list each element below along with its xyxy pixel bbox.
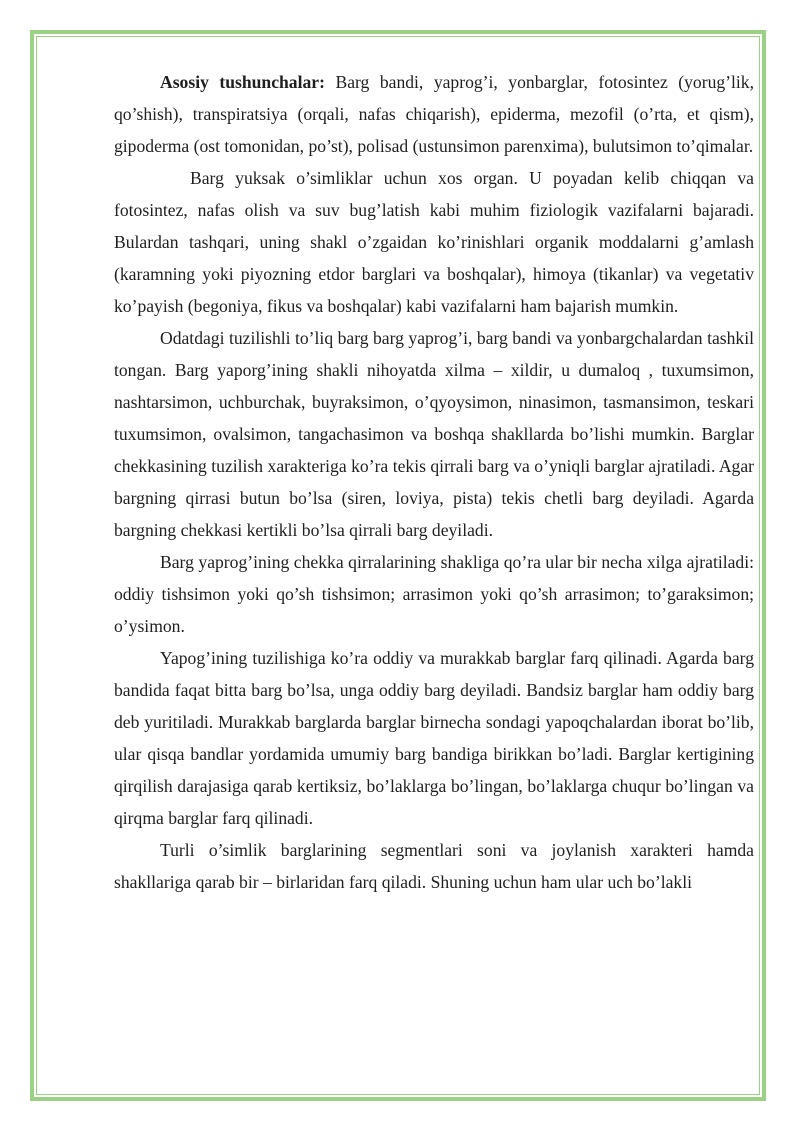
paragraph-simple-compound: Yapog’ining tuzilishiga ko’ra oddiy va murakkab barglar farq qilinadi. Agarda barg bandida faqat bitta barg bo’lsa, unga oddiy barg deyiladi. Bandsiz barglar ham oddiy barg deb yuritiladi. Murakkab barglarda barglar birnecha sondagi yapoqchalardan iborat bo’lib, ular qisqa bandlar yordamida umumiy barg bandiga birikkan bo’ladi. Barglar kertigining qirqilish darajasiga qarab kertiksiz, bo’laklarga bo’lingan, bo’laklarga chuqur bo’lingan va qirqma barglar farq qilinadi.	[114, 648, 754, 828]
paragraph-leaf-structure: Odatdagi tuzilishli to’liq barg barg yaprog’i, barg bandi va yonbargchalardan tashkil tongan. Barg yaporg’ining shakli nihoyatda xilma – xildir, u dumaloq , tuxumsimon, nashtarsimon, uchburchak, buyraksimon, o’qyoysimon, ninasimon, tasmansimon, teskari tuxumsimon, ovalsimon, tangachasimon va boshqa shakllarda bo’lishi mumkin. Barglar chekkasining tuzilish xarakteriga ko’ra tekis qirrali barg va o’yniqli barglar ajratiladi. Agar bargning qirrasi butun bo’lsa (siren, loviya, pista) tekis chetli barg deyiladi. Agarda bargning chekkasi kertikli bo’lsa qirrali barg deyiladi.	[114, 328, 754, 540]
paragraph-leaf-edges: Barg yaprog’ining chekka qirralarining shakliga qo’ra ular bir necha xilga ajratiladi: oddiy tishsimon yoki qo’sh tishsimon; arrasimon yoki qo’sh arrasimon; to’garaksimon; o’ysimon.	[114, 552, 754, 636]
paragraph-leaf-organ: Barg yuksak o’simliklar uchun xos organ. U poyadan kelib chiqqan va fotosintez, nafas olish va suv bug’latish kabi muhim fiziologik vazifalarni bajaradi. Bulardan tashqari, uning shakl o’zgaidan ko’rinishlari organik moddalarni g’amlash (karamning yoki piyozning etdor barglari va boshqalar), himoya (tikanlar) va vegetativ ko’payish (begoniya, fikus va boshqalar) kabi vazifalarni ham bajarish mumkin.	[114, 168, 754, 316]
paragraph-key-concepts	[114, 66, 754, 162]
document-body	[114, 66, 754, 898]
key-concepts-text: Barg bandi, yaprog’i, yonbarglar, fotosintez (yorug’lik, qo’shish), transpiratsiya (orqali, nafas chiqarish), epiderma, mezofil (o’rta, et qism), gipoderma (ost tomonidan, po’st), polisad (ustunsimon parenxima), bulutsimon to’qimalar.	[114, 72, 754, 156]
key-concepts-heading: Asosiy tushunchalar:	[160, 72, 325, 92]
paragraph-segments: Turli o’simlik barglarining segmentlari soni va joylanish xarakteri hamda shakllariga qarab bir – birlaridan farq qiladi. Shuning uchun ham ular uch bo’lakli	[114, 840, 754, 892]
